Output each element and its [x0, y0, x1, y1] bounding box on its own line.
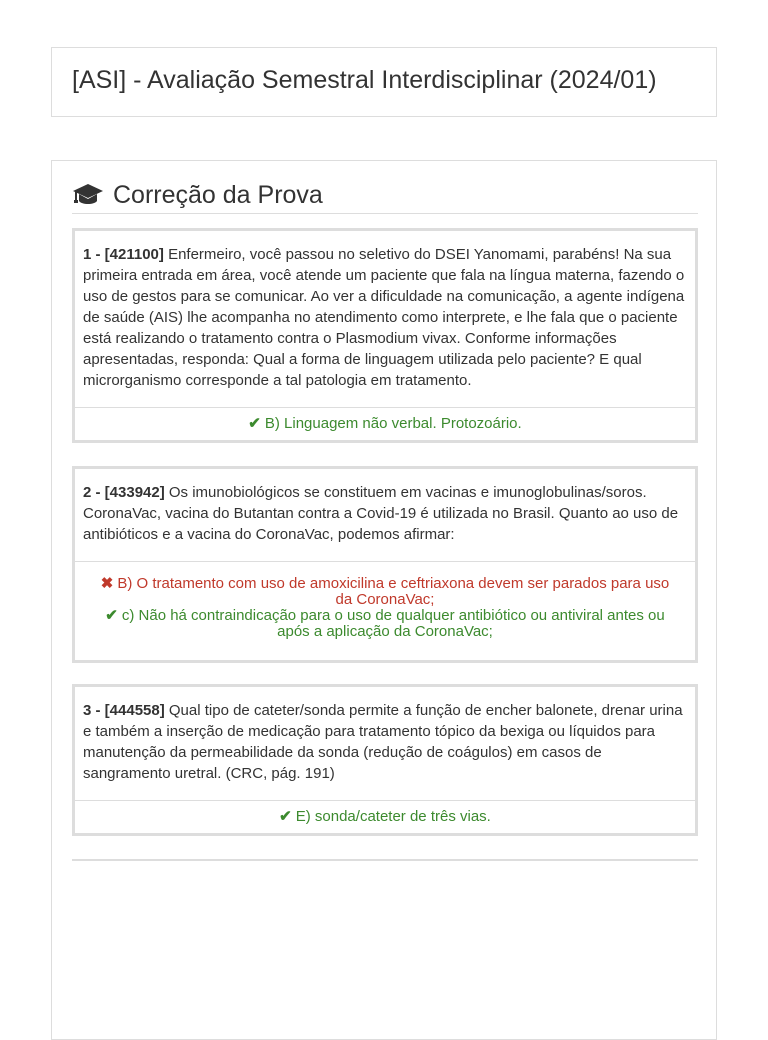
answer-text: B) Linguagem não verbal. Protozoário.	[264, 415, 522, 432]
check-icon: ✔	[248, 415, 261, 432]
question-body	[75, 687, 695, 801]
answer-list	[75, 801, 695, 833]
exam-title-panel	[51, 47, 717, 117]
question-body	[75, 231, 695, 408]
question-text: Enfermeiro, você passou no seletivo do DSEI Yanomami, parabéns! Na sua primeira entrada em área, você atende um paciente que fala na língua materna, fazendo o uso de gestos para se comunicar. Ao ver a dificuldade na comunicação, a agente indígena de saúde (AIS) lhe acompanha no atendimento como interprete, e lhe fala que o paciente está realizando o tratamento contra o Plasmodium vivax. Conforme informações apresentadas, responda: Qual a forma de linguagem utilizada pelo paciente? E qual microrganismo corresponde a tal patologia em tratamento.	[83, 246, 685, 389]
divider	[72, 859, 698, 861]
answer-correct	[85, 416, 685, 432]
exam-correction-panel	[51, 160, 717, 1040]
page-title: [ASI] - Avaliação Semestral Interdisciplinar (2024/01)	[72, 66, 657, 94]
section-title: Correção da Prova	[113, 181, 323, 209]
answer-wrong	[95, 576, 675, 608]
question-card	[72, 684, 698, 836]
answer-correct	[85, 809, 685, 825]
graduation-cap-icon	[72, 182, 104, 208]
question-id: 1 - [421100]	[83, 246, 164, 263]
question-card	[72, 228, 698, 443]
question-id: 3 - [444558]	[83, 702, 165, 719]
question-text: Qual tipo de cateter/sonda permite a função de encher balonete, drenar urina e também a inserção de medicação para tratamento tópico da bexiga ou líquidos para manutenção da permeabilidade da sonda (redução de coágulos) em casos de sangramento uretral. (CRC, pág. 191)	[83, 702, 683, 782]
question-card	[72, 466, 698, 663]
answer-text: B) O tratamento com uso de amoxicilina e ceftriaxona devem ser parados para uso da CoronaVac;	[117, 575, 670, 608]
check-icon: ✔	[105, 607, 118, 624]
answer-list	[75, 562, 695, 660]
answer-list	[75, 408, 695, 440]
question-id: 2 - [433942]	[83, 484, 165, 501]
question-body	[75, 469, 695, 562]
question-text: Os imunobiológicos se constituem em vacinas e imunoglobulinas/soros. CoronaVac, vacina do Butantan contra a Covid-19 é utilizada no Brasil. Quanto ao uso de antibióticos e a vacina do CoronaVac, podemos afirmar:	[83, 484, 679, 543]
answer-text: c) Não há contraindicação para o uso de qualquer antibiótico ou antiviral antes ou após a aplicação da CoronaVac;	[121, 607, 665, 640]
answer-correct	[95, 608, 675, 640]
answer-text: E) sonda/cateter de três vias.	[295, 808, 491, 825]
check-icon: ✔	[279, 808, 292, 825]
cross-icon: ✖	[100, 575, 114, 592]
section-header	[72, 179, 698, 214]
